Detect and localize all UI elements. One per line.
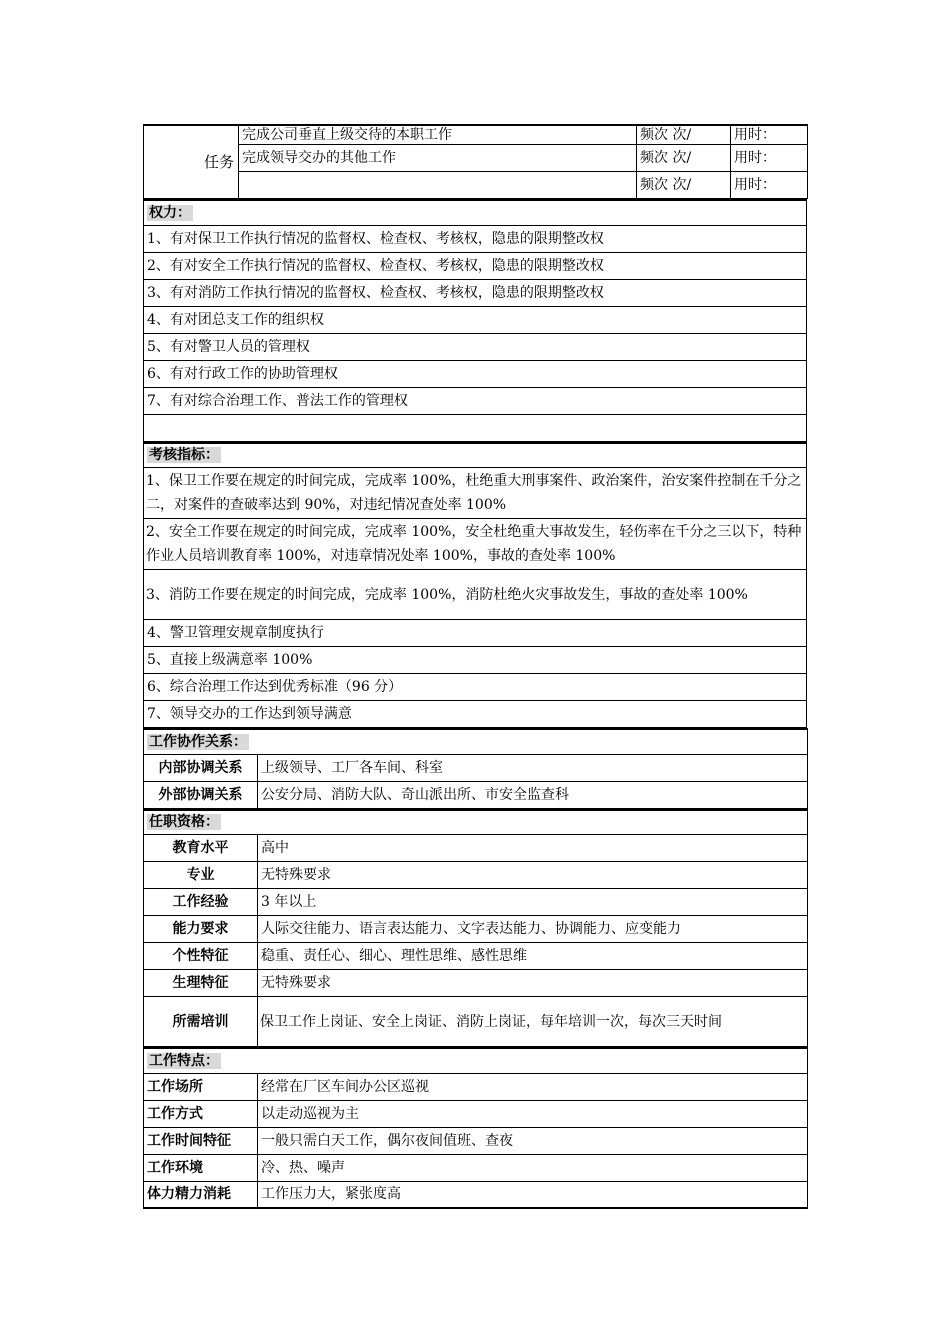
environment-label: 工作环境 — [144, 1154, 258, 1181]
kpi-item: 5、直接上级满意率 100% — [144, 647, 807, 674]
cooperation-table — [143, 728, 808, 809]
kpi-table — [143, 442, 807, 729]
kpi-item: 2、安全工作要在规定的时间完成，完成率 100%，安全杜绝重大事故发生，轻伤率在千分之三以下，特种作业人员培训教育率 100%，对违章情况处率 100%，事故的查处率 100% — [144, 519, 807, 570]
power-item: 2、有对安全工作执行情况的监督权、检查权、考核权，隐患的限期整改权 — [144, 252, 807, 279]
internal-coordination-value: 上级领导、工厂各车间、科室 — [258, 754, 808, 781]
kpi-item: 4、警卫管理安规章制度执行 — [144, 620, 807, 647]
power-item: 6、有对行政工作的协助管理权 — [144, 360, 807, 387]
workplace-value: 经常在厂区车间办公区巡视 — [258, 1073, 808, 1100]
work-time-label: 工作时间特征 — [144, 1127, 258, 1154]
qualifications-table — [143, 809, 808, 1048]
powers-table — [143, 199, 807, 442]
power-item: 1、有对保卫工作执行情况的监督权、检查权、考核权，隐患的限期整改权 — [144, 225, 807, 252]
experience-label: 工作经验 — [144, 889, 258, 916]
power-item: 3、有对消防工作执行情况的监督权、检查权、考核权，隐患的限期整改权 — [144, 279, 807, 306]
power-item: 7、有对综合治理工作、普法工作的管理权 — [144, 387, 807, 414]
task-time: 用时： — [731, 125, 808, 145]
personality-label: 个性特征 — [144, 943, 258, 970]
cooperation-section-title: 工作协作关系： — [144, 729, 808, 754]
work-mode-value: 以走动巡视为主 — [258, 1100, 808, 1127]
task-frequency: 频次 次/ — [637, 172, 731, 199]
empty-row — [144, 414, 807, 441]
workload-label: 体力精力消耗 — [144, 1181, 258, 1208]
kpi-item: 6、综合治理工作达到优秀标准（96 分） — [144, 674, 807, 701]
work-time-value: 一般只需白天工作，偶尔夜间值班、查夜 — [258, 1127, 808, 1154]
physical-label: 生理特征 — [144, 970, 258, 997]
tasks-table — [143, 124, 808, 199]
major-label: 专业 — [144, 862, 258, 889]
job-description-sheet — [143, 124, 807, 1209]
education-value: 高中 — [258, 835, 808, 862]
kpi-section-title: 考核指标： — [144, 443, 807, 468]
task-text: 完成公司垂直上级交待的本职工作 — [239, 125, 637, 145]
external-coordination-label: 外部协调关系 — [144, 781, 258, 808]
task-text: 完成领导交办的其他工作 — [239, 145, 637, 172]
task-text — [239, 172, 637, 199]
work-mode-label: 工作方式 — [144, 1100, 258, 1127]
workplace-label: 工作场所 — [144, 1073, 258, 1100]
powers-section-title: 权力： — [144, 200, 807, 225]
tasks-label: 任务 — [144, 125, 239, 199]
features-section-title: 工作特点： — [144, 1048, 808, 1073]
qualifications-section-title: 任职资格： — [144, 810, 808, 835]
internal-coordination-label: 内部协调关系 — [144, 754, 258, 781]
training-label: 所需培训 — [144, 997, 258, 1047]
kpi-item: 1、保卫工作要在规定的时间完成，完成率 100%，杜绝重大刑事案件、政治案件，治安案件控制在千分之二，对案件的查破率达到 90%，对违纪情况查处率 100% — [144, 468, 807, 519]
ability-value: 人际交往能力、语言表达能力、文字表达能力、协调能力、应变能力 — [258, 916, 808, 943]
task-frequency: 频次 次/ — [637, 145, 731, 172]
ability-label: 能力要求 — [144, 916, 258, 943]
power-item: 5、有对警卫人员的管理权 — [144, 333, 807, 360]
experience-value: 3 年以上 — [258, 889, 808, 916]
personality-value: 稳重、责任心、细心、理性思维、感性思维 — [258, 943, 808, 970]
kpi-item: 7、领导交办的工作达到领导满意 — [144, 701, 807, 728]
external-coordination-value: 公安分局、消防大队、奇山派出所、市安全监查科 — [258, 781, 808, 808]
task-frequency: 频次 次/ — [637, 125, 731, 145]
power-item: 4、有对团总支工作的组织权 — [144, 306, 807, 333]
training-value: 保卫工作上岗证、安全上岗证、消防上岗证，每年培训一次，每次三天时间 — [258, 997, 808, 1047]
education-label: 教育水平 — [144, 835, 258, 862]
physical-value: 无特殊要求 — [258, 970, 808, 997]
workload-value: 工作压力大，紧张度高 — [258, 1181, 808, 1208]
task-time: 用时： — [731, 145, 808, 172]
kpi-item: 3、消防工作要在规定的时间完成，完成率 100%，消防杜绝火灾事故发生，事故的查处率 100% — [144, 570, 807, 620]
environment-value: 冷、热、噪声 — [258, 1154, 808, 1181]
features-table — [143, 1047, 808, 1209]
major-value: 无特殊要求 — [258, 862, 808, 889]
task-time: 用时： — [731, 172, 808, 199]
